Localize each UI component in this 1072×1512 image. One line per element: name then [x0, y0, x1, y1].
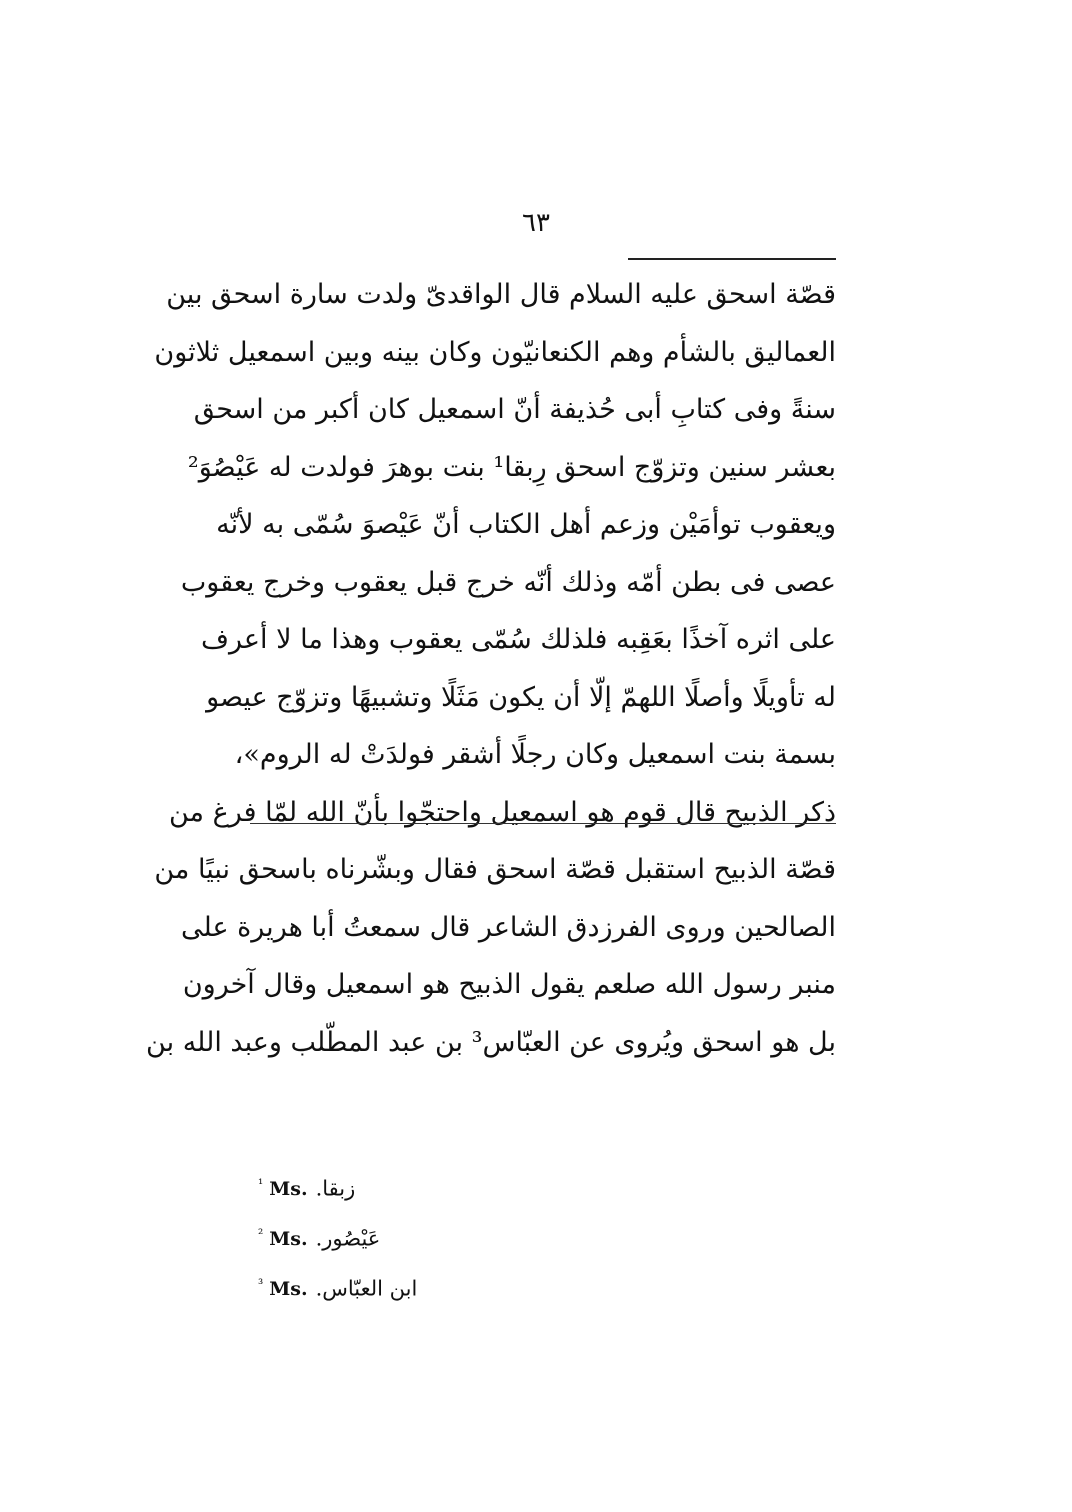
header-rule [628, 258, 836, 260]
text-line: بل هو اسحق ويُروى عن العبّاس³ بن عبد المطّلب وعبد الله بن [146, 1026, 836, 1058]
text-line: عصى فى بطن أمّه وذلك أنّه خرج قبل يعقوب وخرج يعقوب [180, 566, 836, 598]
text-line: له تأويلًا وأصلًا اللهمّ إلّا أن يكون مَثَلًا وتشبيهًا وتزوّج عيصو [206, 681, 836, 713]
text-line: العماليق بالشأم وهم الكنعانيّون وكان بينه وبين اسمعيل ثلاثون [154, 336, 836, 368]
footnotes [258, 1160, 658, 1310]
text-line: بعشر سنين وتزوّج اسحق رِبقا¹ بنت بوهرَ فولدت له عَيْصُوَ² [187, 451, 836, 483]
text-line: سنةً وفى كتابِ أبى حُذيفة أنّ اسمعيل كان أكبر من اسحق [193, 394, 836, 425]
text-line: منبر رسول الله صلعم يقول الذبيح هو اسمعيل وقال آخرون [182, 969, 836, 1000]
footnote [258, 1160, 658, 1210]
text-line: ذكر الذبيح قال قوم هو اسمعيل واحتجّوا بأنّ الله لمّا فرغ من [169, 796, 836, 828]
footnote [258, 1260, 658, 1310]
footnote-ms-label: Ms. [269, 1278, 308, 1301]
section-rule [250, 823, 836, 824]
text-line: بسمة بنت اسمعيل وكان رجلًا أشقر فولدَتْ له الروم»، [234, 739, 836, 770]
footnote-ms-label: Ms. [269, 1178, 308, 1201]
footnote-ms-label: Ms. [269, 1228, 308, 1251]
footnote-number: ² [258, 1227, 264, 1242]
text-line: الصالحين وروى الفرزدق الشاعر قال سمعتُ أبا هريرة على [181, 911, 836, 943]
text-line: قصّة اسحق عليه السلام قال الواقدىّ ولدت سارة اسحق بين [166, 279, 836, 310]
footnote-text: عَيْصُور. [315, 1226, 381, 1251]
footnote-text: ابن العبّاس. [315, 1276, 418, 1301]
text-line: قصّة الذبيح استقبل قصّة اسحق فقال وبشّرناه باسحق نبيًا من [154, 854, 836, 885]
page-number: ٦٣ [522, 208, 550, 238]
footnote [258, 1210, 658, 1260]
footnote-number: ¹ [258, 1177, 264, 1192]
footnote-number: ³ [258, 1277, 264, 1292]
footnote-text: زبقا. [315, 1176, 356, 1201]
text-line: ويعقوب توأمَيْن وزعم أهل الكتاب أنّ عَيْصوَ سُمّى به لأنّه [216, 509, 836, 540]
body-text [146, 266, 836, 1071]
text-line: على اثره آخذًا بعَقِبه فلذلك سُمّى يعقوب وهذا ما لا أعرف [201, 624, 836, 655]
